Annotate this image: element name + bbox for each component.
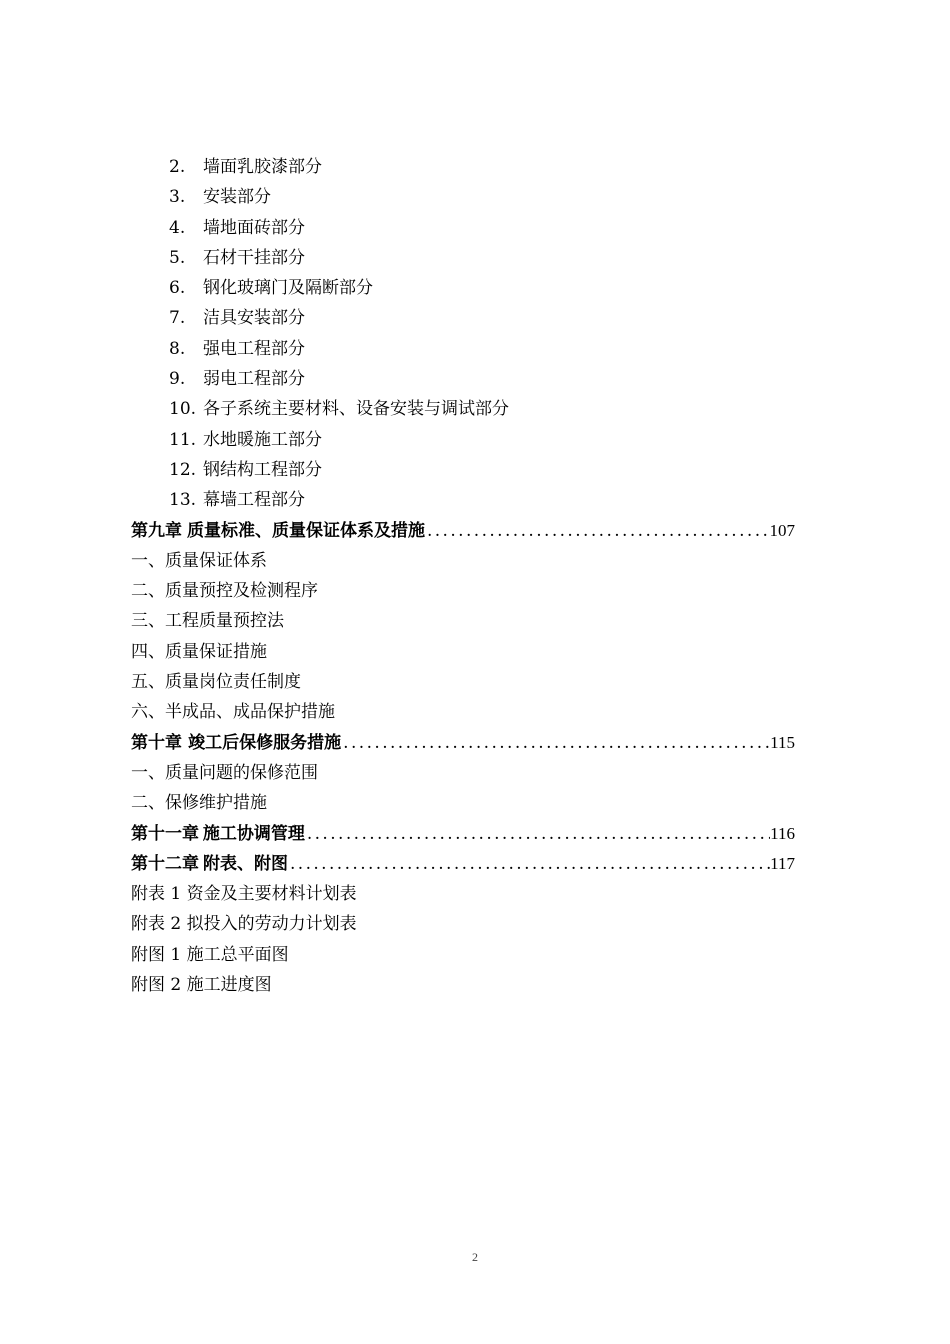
toc-section-text: 一、质量问题的保修范围	[131, 762, 318, 783]
toc-subitem-number: 7.	[169, 308, 186, 329]
toc-section-text: 二、保修维护措施	[131, 793, 267, 814]
toc-subitem[interactable]	[131, 334, 795, 364]
chapter-title: 竣工后保修服务措施	[188, 732, 342, 753]
chapter-title: 质量标准、质量保证体系及措施	[186, 520, 425, 541]
toc-subitem-number: 9.	[169, 369, 186, 390]
toc-subitem[interactable]	[131, 455, 795, 485]
toc-section[interactable]	[131, 546, 795, 576]
toc-section-text: 二、质量预控及检测程序	[131, 581, 318, 602]
toc-subitem[interactable]	[131, 152, 795, 182]
toc-section[interactable]	[131, 758, 795, 788]
toc-section-text: 五、质量岗位责任制度	[131, 672, 301, 693]
toc-subitem[interactable]	[131, 303, 795, 333]
toc-subitem-number: 6.	[169, 278, 186, 299]
toc-chapter-9[interactable]	[131, 516, 795, 546]
toc-subitem-text: 钢结构工程部分	[203, 459, 322, 480]
page-number: 2	[472, 1250, 478, 1264]
chapter-title: 施工协调管理	[202, 823, 305, 844]
toc-appendix-text: 附表 1 资金及主要材料计划表	[131, 884, 357, 905]
chapter-page-number: 116	[770, 823, 795, 843]
toc-chapter-12[interactable]	[131, 849, 795, 879]
chapter-label: 第十章	[131, 732, 182, 753]
toc-subitem-text: 石材干挂部分	[203, 247, 305, 268]
toc-subitem[interactable]	[131, 485, 795, 515]
toc-appendix-text: 附表 2 拟投入的劳动力计划表	[131, 914, 357, 935]
toc-subitem-number: 2.	[169, 157, 186, 177]
chapter-page-number: 117	[770, 853, 795, 873]
toc-appendix-item[interactable]	[131, 940, 795, 970]
toc-subitem-text: 强电工程部分	[203, 338, 305, 359]
toc-subitem[interactable]	[131, 425, 795, 455]
toc-subitem-text: 弱电工程部分	[203, 369, 305, 390]
chapter-page-number: 115	[770, 732, 795, 752]
toc-subitem[interactable]	[131, 213, 795, 243]
toc-appendix-text: 附图 2 施工进度图	[131, 975, 272, 996]
chapter-page-number: 107	[769, 520, 795, 540]
toc-subitem-text: 水地暖施工部分	[203, 429, 322, 450]
toc-subitem-text: 墙地面砖部分	[203, 217, 305, 238]
toc-appendix-item[interactable]	[131, 970, 795, 1000]
toc-subitem[interactable]	[131, 273, 795, 303]
chapter-label: 第十一章	[131, 823, 199, 844]
toc-subitem[interactable]	[131, 243, 795, 273]
toc-section-text: 一、质量保证体系	[131, 550, 267, 571]
toc-section[interactable]	[131, 667, 795, 697]
toc-section[interactable]	[131, 697, 795, 727]
toc-subitem-number: 8.	[169, 338, 186, 359]
toc-subitem-text: 各子系统主要材料、设备安装与调试部分	[203, 399, 509, 420]
toc-subitem-number: 12.	[169, 459, 197, 480]
toc-section-text: 四、质量保证措施	[131, 641, 267, 662]
toc-appendix-item[interactable]	[131, 909, 795, 939]
chapter-label: 第九章	[131, 520, 182, 541]
toc-subitem-number: 11.	[169, 429, 197, 450]
toc-chapter-10[interactable]	[131, 728, 795, 758]
toc-subitem[interactable]	[131, 364, 795, 394]
toc-section[interactable]	[131, 637, 795, 667]
toc-subitem-text: 墙面乳胶漆部分	[203, 157, 322, 177]
toc-chapter-11[interactable]	[131, 819, 795, 849]
dot-leader	[307, 819, 770, 849]
chapter-label: 第十二章	[131, 853, 199, 874]
toc-subitem[interactable]	[131, 182, 795, 212]
toc-section[interactable]	[131, 606, 795, 636]
toc-subitem-text: 洁具安装部分	[203, 308, 305, 329]
toc-subitem-text: 安装部分	[203, 187, 271, 208]
toc-appendix-item[interactable]	[131, 879, 795, 909]
toc-subitem-text: 钢化玻璃门及隔断部分	[203, 278, 373, 299]
dot-leader	[343, 728, 770, 758]
toc-subitem-number: 4.	[169, 217, 186, 238]
toc-section-text: 六、半成品、成品保护措施	[131, 702, 335, 723]
toc-section[interactable]	[131, 788, 795, 818]
toc-subitem-number: 3.	[169, 187, 186, 208]
toc-subitem-number: 5.	[169, 247, 186, 268]
dot-leader	[427, 516, 770, 546]
chapter-title: 附表、附图	[202, 853, 288, 874]
toc-subitem[interactable]	[131, 394, 795, 424]
toc-section[interactable]	[131, 576, 795, 606]
dot-leader	[290, 849, 770, 879]
toc-section-text: 三、工程质量预控法	[131, 611, 284, 632]
toc-appendix-text: 附图 1 施工总平面图	[131, 944, 289, 965]
toc-subitem-text: 幕墙工程部分	[203, 490, 305, 511]
table-of-contents	[131, 152, 795, 1000]
toc-subitem-number: 10.	[169, 399, 197, 420]
toc-subitem-number: 13.	[169, 490, 197, 511]
